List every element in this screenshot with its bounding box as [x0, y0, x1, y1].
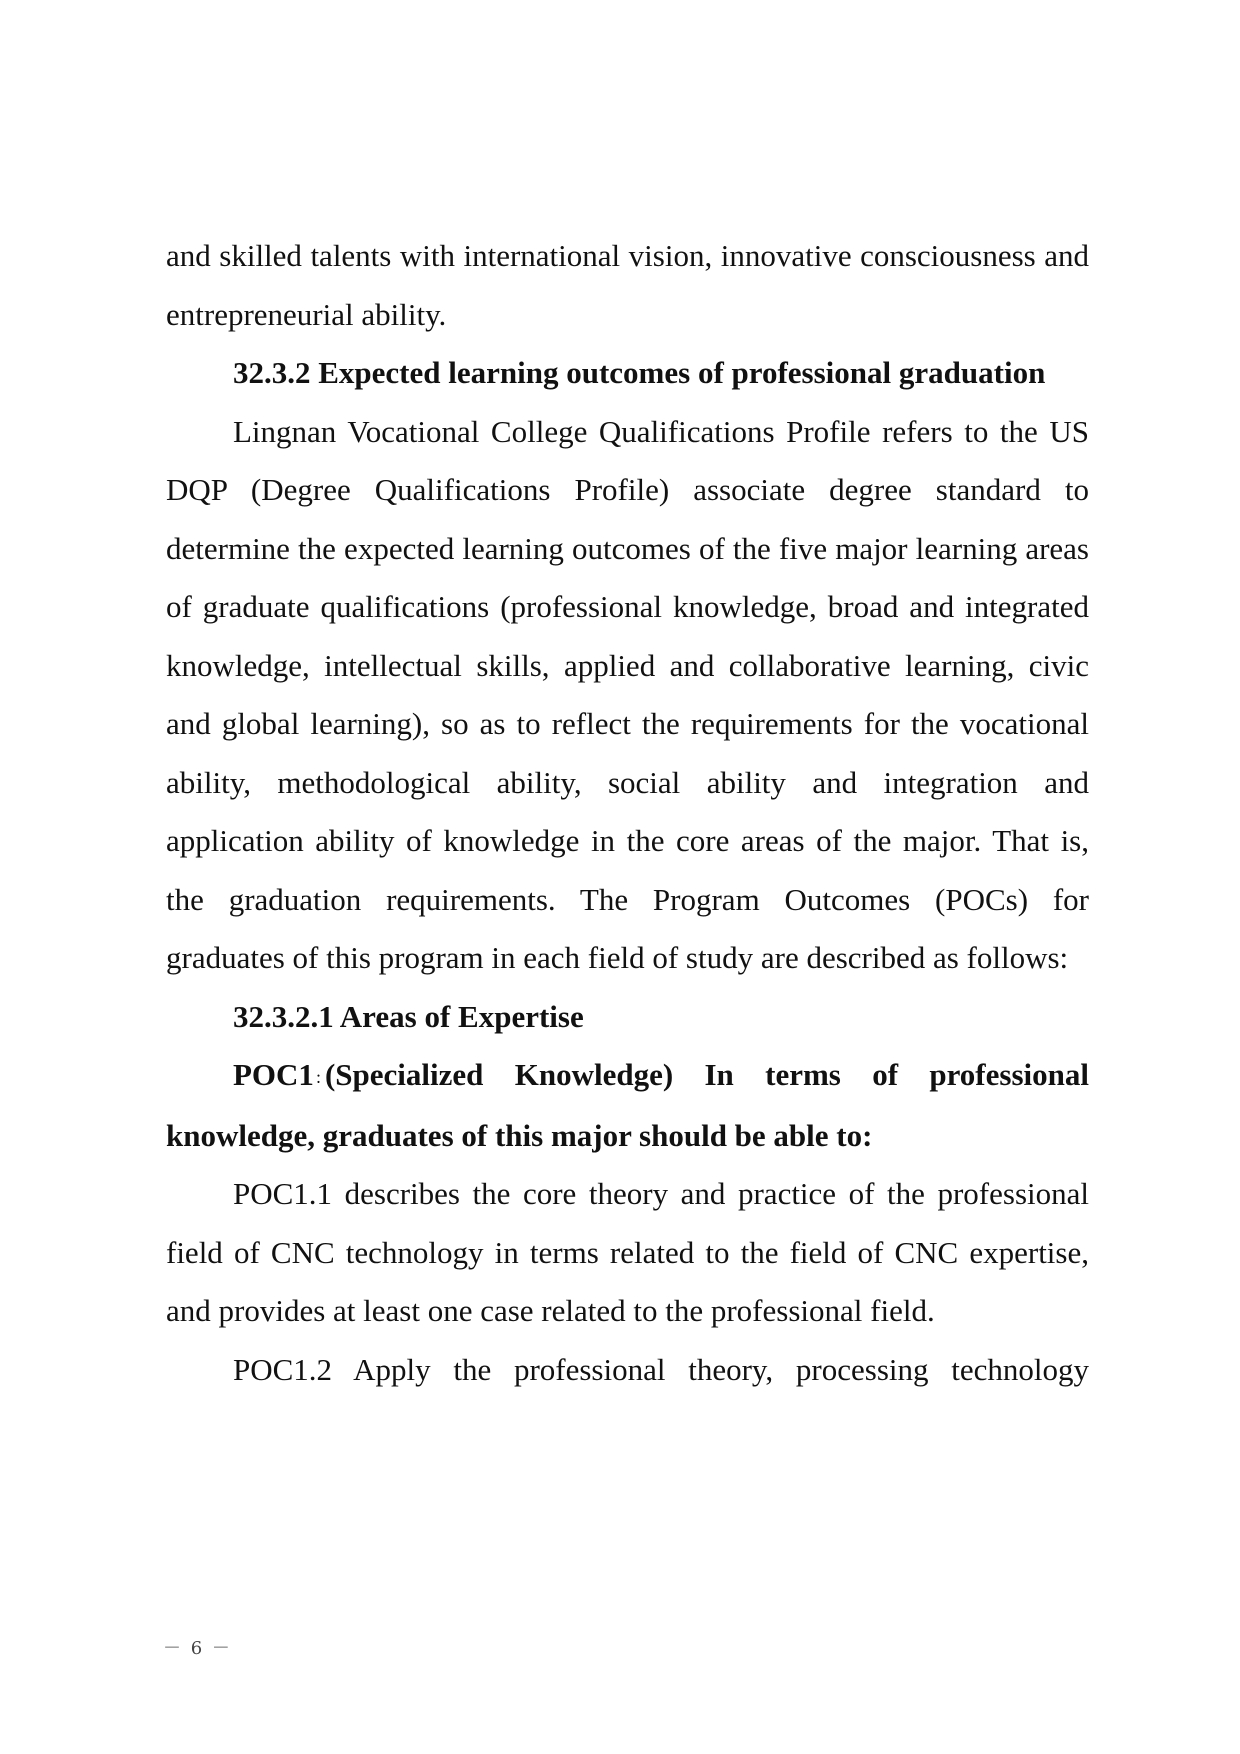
document-body [166, 227, 1089, 1399]
section-heading-32-3-2-1: 32.3.2.1 Areas of Expertise [233, 998, 584, 1034]
poc1-separator: : [315, 1067, 321, 1087]
poc1-1-paragraph: POC1.1 describes the core theory and practice of the professional field of CNC technology in terms related to the field of CNC expertise, and provides at least one case related to the professional field. [166, 1176, 1089, 1328]
poc1-text: (Specialized Knowledge) In terms of professional knowledge, graduates of this major should be able to: [166, 1057, 1089, 1153]
poc1-paragraph [166, 1046, 1089, 1165]
poc1-2-paragraph: POC1.2 Apply the professional theory, processing technology [233, 1351, 1089, 1387]
poc1-label: POC1 [233, 1057, 314, 1092]
intro-continuation-paragraph: and skilled talents with international vision, innovative consciousness and entrepreneurial ability. [166, 238, 1089, 332]
section-heading-32-3-2: 32.3.2 Expected learning outcomes of professional graduation [233, 355, 1046, 390]
dqp-paragraph: Lingnan Vocational College Qualifications Profile refers to the US DQP (Degree Qualifications Profile) associate degree standard to determine the expected learning outcomes of the five major learning areas of graduate qualifications (professional knowledge, broad and integrated knowledge, intellectual skills, applied and collaborative learning, civic and global learning), so as to reflect the requirements for the vocational ability, methodological ability, social ability and integration and application ability of knowledge in the core areas of the major. That is, the graduation requirements. The Program Outcomes (POCs) for graduates of this program in each field of study are described as follows: [166, 413, 1089, 975]
page-number: － 6 － [163, 1638, 232, 1659]
